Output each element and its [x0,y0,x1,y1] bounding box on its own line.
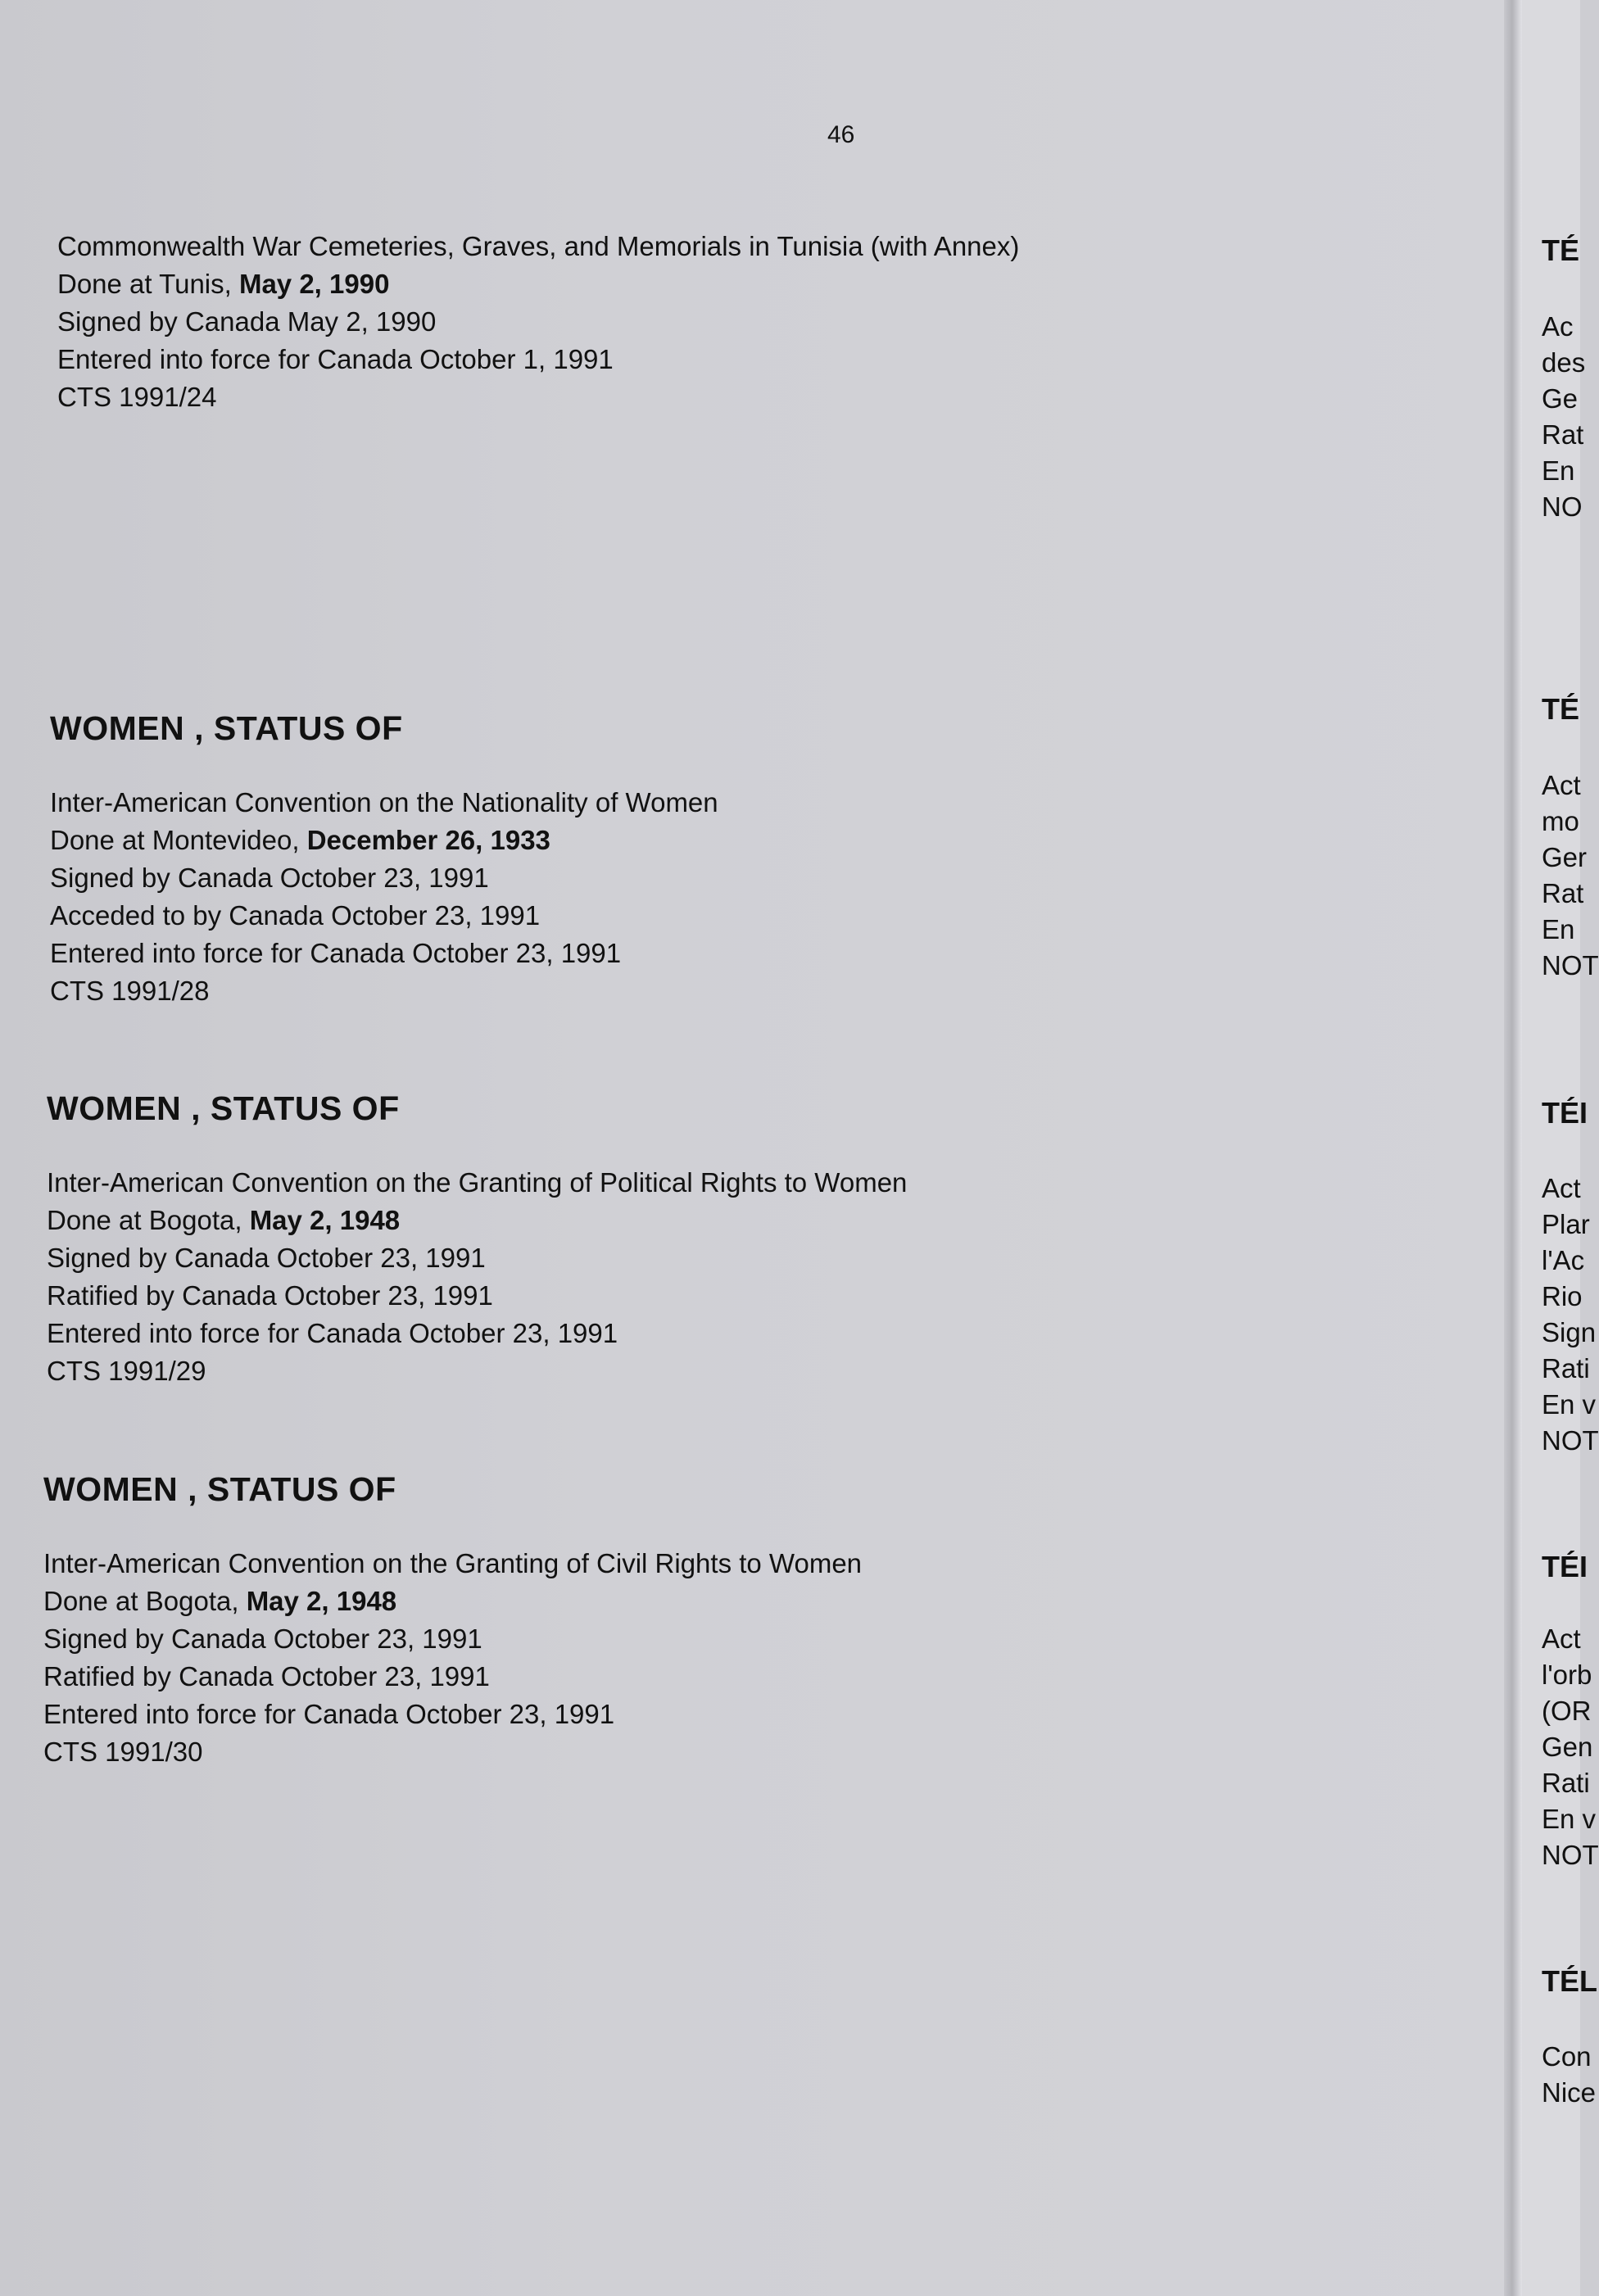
edge-text-fragment: NOT [1542,950,1599,980]
entry-line: CTS 1991/30 [43,1737,203,1767]
entry-line: Inter-American Convention on the Granting of Civil Rights to Women [43,1548,863,1578]
edge-text-fragment: des [1542,347,1586,378]
entry-line: Signed by Canada October 23, 1991 [43,1624,482,1654]
entry-line: Commonwealth War Cemeteries, Graves, and Memorials in Tunisia (with Annex) [57,231,1020,261]
entry-line: CTS 1991/29 [47,1356,206,1386]
entry-line: Entered into force for Canada October 23, 1991 [47,1318,618,1348]
edge-text-fragment: Con [1542,2041,1592,2072]
entry-line: Done at Tunis, May 2, 1990 [57,269,390,299]
edge-heading-fragment: TÉ [1542,233,1580,267]
treaty-entry [47,1089,907,1390]
entry-line: Ratified by Canada October 23, 1991 [43,1661,490,1691]
section-heading: WOMEN , STATUS OF [50,709,403,747]
entry-line: Inter-American Convention on the Nationality of Women [50,787,718,817]
edge-text-fragment: Act [1542,1173,1581,1203]
entry-line: Signed by Canada May 2, 1990 [57,306,437,337]
treaty-entry [43,1470,862,1771]
edge-text-fragment: Plar [1542,1209,1590,1239]
edge-text-fragment: NOT [1542,1840,1599,1870]
entry-line: Entered into force for Canada October 1, 1991 [57,344,614,374]
edge-text-fragment: Rati [1542,1353,1590,1383]
edge-text-fragment: Act [1542,1624,1581,1654]
edge-text-fragment: Sign [1542,1317,1597,1347]
edge-text-fragment: l'Ac [1542,1245,1585,1275]
edge-text-fragment: Act [1542,770,1581,800]
entry-line: CTS 1991/28 [50,976,210,1006]
edge-heading-fragment: TÉ [1542,692,1580,726]
edge-text-fragment: En [1542,914,1575,944]
edge-text-fragment: Ac [1542,311,1574,342]
treaty-entry [57,228,1019,416]
entry-line: Done at Bogota, May 2, 1948 [43,1586,397,1616]
book-gutter [1504,0,1522,2296]
entry-line: Inter-American Convention on the Granting of Political Rights to Women [47,1167,908,1198]
entry-line: Signed by Canada October 23, 1991 [47,1243,486,1273]
edge-text-fragment: Ge [1542,383,1579,414]
entry-line: Entered into force for Canada October 23, 1991 [43,1699,615,1729]
edge-text-fragment: l'orb [1542,1660,1592,1690]
edge-text-fragment: NO [1542,491,1583,522]
edge-heading-fragment: TÉI [1542,1550,1588,1583]
edge-text-fragment: En v [1542,1804,1597,1834]
edge-text-fragment: Rio [1542,1281,1583,1311]
edge-text-fragment: Rat [1542,878,1584,908]
entry-date: May 2, 1948 [246,1586,397,1616]
edge-text-fragment: Ger [1542,842,1588,872]
treaty-entry [50,709,718,1010]
edge-text-fragment: mo [1542,806,1579,836]
page-number: 46 [827,121,855,148]
entry-line: Entered into force for Canada October 23, 1991 [50,938,622,968]
section-heading: WOMEN , STATUS OF [43,1470,396,1508]
entry-line: Acceded to by Canada October 23, 1991 [50,900,541,931]
edge-text-fragment: NOT [1542,1425,1599,1456]
entry-line: Ratified by Canada October 23, 1991 [47,1280,493,1311]
edge-text-fragment: Rati [1542,1768,1590,1798]
adjacent-page-edge [1522,0,1599,2296]
section-heading: WOMEN , STATUS OF [47,1089,400,1127]
entry-date: December 26, 1933 [306,825,550,855]
entry-line: CTS 1991/24 [57,382,217,412]
entry-line: Done at Bogota, May 2, 1948 [47,1205,401,1235]
entry-line: Done at Montevideo, December 26, 1933 [50,825,550,855]
edge-heading-fragment: TÉI [1542,1096,1588,1130]
edge-text-fragment: En [1542,455,1575,486]
edge-heading-fragment: TÉL [1542,1964,1597,1998]
edge-text-fragment: En v [1542,1389,1597,1420]
edge-text-fragment: Gen [1542,1732,1593,1762]
edge-text-fragment: Nice [1542,2077,1597,2108]
entry-date: May 2, 1990 [238,269,390,299]
entry-date: May 2, 1948 [249,1205,401,1235]
entry-line: Signed by Canada October 23, 1991 [50,863,489,893]
edge-text-fragment: (OR [1542,1696,1592,1726]
edge-text-fragment: Rat [1542,419,1584,450]
